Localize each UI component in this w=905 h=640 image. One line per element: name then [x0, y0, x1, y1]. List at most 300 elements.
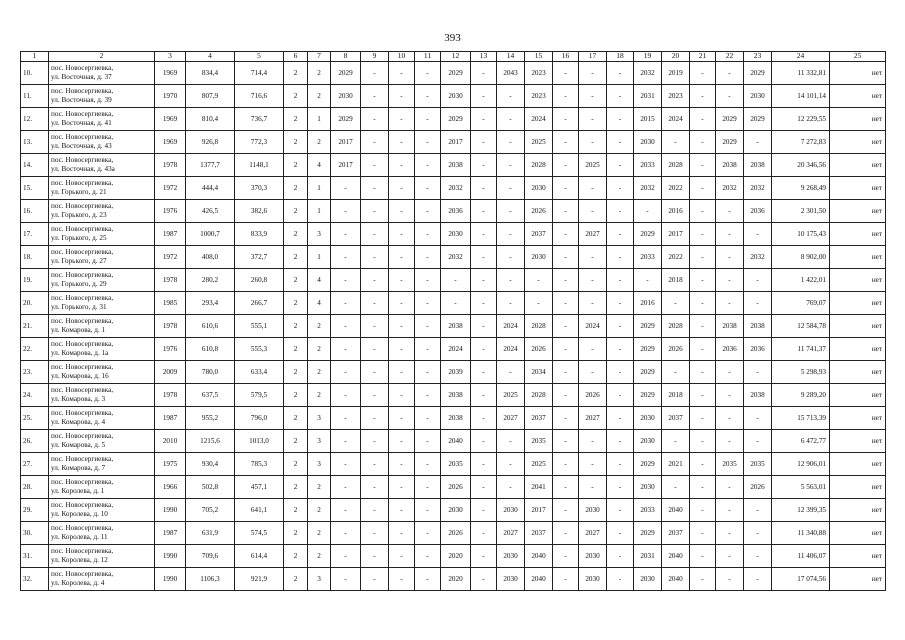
column-number-cell: 5	[235, 52, 284, 62]
data-cell: -	[415, 315, 441, 338]
table-header-row	[21, 52, 886, 62]
column-number-cell: 6	[284, 52, 308, 62]
row-number-cell: 26.	[21, 430, 49, 453]
data-cell: -	[690, 315, 716, 338]
column-number-cell: 23	[744, 52, 772, 62]
data-cell: -	[497, 453, 525, 476]
data-cell: -	[331, 338, 361, 361]
address-cell	[49, 407, 155, 430]
data-cell: -	[744, 131, 772, 154]
row-number-cell: 12.	[21, 108, 49, 131]
data-cell: -	[389, 545, 415, 568]
address-settlement: пос. Новосергиевка,	[51, 294, 114, 302]
row-number-cell: 29.	[21, 499, 49, 522]
data-cell: 2038	[441, 154, 471, 177]
address-cell	[49, 177, 155, 200]
data-cell: 280,2	[186, 269, 235, 292]
data-cell: 2	[284, 269, 308, 292]
data-cell: -	[331, 430, 361, 453]
address-settlement: пос. Новосергиевка,	[51, 110, 114, 118]
data-cell: 2038	[441, 407, 471, 430]
data-cell: 2	[308, 499, 331, 522]
data-cell: -	[497, 223, 525, 246]
data-cell: 633,4	[235, 361, 284, 384]
data-cell: 1985	[155, 292, 186, 315]
data-cell: 2024	[441, 338, 471, 361]
data-cell: -	[361, 223, 389, 246]
data-cell: -	[553, 177, 579, 200]
address-cell	[49, 384, 155, 407]
data-cell: 2029	[634, 223, 662, 246]
data-cell: -	[690, 453, 716, 476]
data-cell: 2040	[525, 568, 553, 591]
address-street: ул. Комарова, д. 4	[51, 418, 106, 426]
cost-cell: 12 906,01	[772, 453, 830, 476]
data-cell: 444,4	[186, 177, 235, 200]
data-cell: 1148,1	[235, 154, 284, 177]
data-cell: 2	[284, 131, 308, 154]
data-cell: 266,7	[235, 292, 284, 315]
address-street: ул. Комарова, д. 5	[51, 441, 106, 449]
data-cell: -	[716, 246, 744, 269]
data-cell: -	[716, 568, 744, 591]
data-cell: -	[607, 407, 634, 430]
data-cell: -	[607, 384, 634, 407]
data-cell: 2017	[331, 131, 361, 154]
address-cell	[49, 108, 155, 131]
data-cell: -	[415, 522, 441, 545]
data-cell: 2031	[634, 85, 662, 108]
data-cell: -	[607, 62, 634, 85]
data-cell: -	[690, 292, 716, 315]
data-cell: 1969	[155, 108, 186, 131]
data-cell: 2026	[579, 384, 607, 407]
data-cell: 2030	[497, 568, 525, 591]
data-cell: 2017	[441, 131, 471, 154]
data-cell: -	[579, 85, 607, 108]
data-cell: 2038	[744, 384, 772, 407]
data-cell: -	[716, 384, 744, 407]
data-cell: 2027	[497, 522, 525, 545]
data-cell: 2028	[662, 154, 690, 177]
data-cell: -	[744, 361, 772, 384]
data-cell: -	[471, 522, 497, 545]
data-cell: -	[553, 131, 579, 154]
data-cell: 2	[284, 407, 308, 430]
address-cell	[49, 223, 155, 246]
data-cell: -	[361, 85, 389, 108]
data-cell: 610,6	[186, 315, 235, 338]
data-cell: 4	[308, 269, 331, 292]
data-cell: -	[579, 338, 607, 361]
data-cell: -	[471, 499, 497, 522]
data-cell: 2030	[634, 476, 662, 499]
address-cell	[49, 269, 155, 292]
data-cell: -	[607, 246, 634, 269]
data-cell: 2025	[579, 154, 607, 177]
data-cell: 2	[284, 430, 308, 453]
data-cell: 2029	[744, 62, 772, 85]
address-street: ул. Королева, д. 11	[51, 533, 108, 541]
data-cell: -	[441, 292, 471, 315]
data-cell: -	[471, 108, 497, 131]
address-settlement: пос. Новосергиевка,	[51, 432, 114, 440]
data-cell: -	[553, 430, 579, 453]
data-cell: 2	[284, 453, 308, 476]
data-cell: 1978	[155, 315, 186, 338]
data-cell: -	[716, 430, 744, 453]
cost-cell: 11 741,37	[772, 338, 830, 361]
data-cell: -	[361, 246, 389, 269]
data-cell: 631,9	[186, 522, 235, 545]
data-cell: 834,4	[186, 62, 235, 85]
data-cell: 610,8	[186, 338, 235, 361]
data-cell: -	[579, 246, 607, 269]
data-cell: -	[607, 223, 634, 246]
data-cell: 2029	[634, 361, 662, 384]
data-cell: 2	[284, 223, 308, 246]
address-cell	[49, 522, 155, 545]
address-settlement: пос. Новосергиевка,	[51, 271, 114, 279]
data-cell: -	[497, 361, 525, 384]
data-cell: -	[361, 269, 389, 292]
address-street: ул. Восточная, д. 43	[51, 142, 112, 150]
data-cell: 709,6	[186, 545, 235, 568]
address-street: ул. Горького, д. 27	[51, 257, 107, 265]
data-cell: -	[389, 315, 415, 338]
address-street: ул. Восточная, д. 39	[51, 96, 112, 104]
data-cell: 2028	[525, 384, 553, 407]
row-number-cell: 10.	[21, 62, 49, 85]
data-cell: 2037	[662, 407, 690, 430]
data-cell: -	[553, 453, 579, 476]
cost-cell: 6 472,77	[772, 430, 830, 453]
data-cell: -	[331, 545, 361, 568]
data-cell: -	[389, 407, 415, 430]
data-cell: -	[331, 223, 361, 246]
column-number-cell: 4	[186, 52, 235, 62]
data-cell: 2033	[634, 246, 662, 269]
data-cell: 2018	[662, 384, 690, 407]
table-row	[21, 177, 886, 200]
data-cell: -	[471, 568, 497, 591]
data-cell: -	[690, 361, 716, 384]
data-cell: 2029	[441, 108, 471, 131]
address-cell	[49, 200, 155, 223]
flag-cell: нет	[830, 568, 886, 591]
data-cell: 2	[308, 315, 331, 338]
table-row	[21, 499, 886, 522]
row-number-cell: 19.	[21, 269, 49, 292]
flag-cell: нет	[830, 476, 886, 499]
address-street: ул. Королева, д. 4	[51, 579, 105, 587]
data-cell: 2029	[716, 131, 744, 154]
data-cell: -	[471, 430, 497, 453]
data-cell: -	[361, 545, 389, 568]
data-cell: 2031	[634, 545, 662, 568]
data-cell: 2	[308, 62, 331, 85]
data-cell: 2	[308, 85, 331, 108]
data-cell: 2027	[579, 407, 607, 430]
data-cell: -	[415, 62, 441, 85]
data-cell: -	[607, 522, 634, 545]
data-cell: 1990	[155, 545, 186, 568]
data-cell: 2024	[525, 108, 553, 131]
address-settlement: пос. Новосергиевка,	[51, 64, 114, 72]
address-settlement: пос. Новосергиевка,	[51, 202, 114, 210]
data-cell: 2041	[525, 476, 553, 499]
data-cell: -	[361, 200, 389, 223]
address-settlement: пос. Новосергиевка,	[51, 133, 114, 141]
data-cell: -	[553, 108, 579, 131]
data-cell: 2	[284, 568, 308, 591]
data-cell: 614,4	[235, 545, 284, 568]
address-settlement: пос. Новосергиевка,	[51, 87, 114, 95]
data-cell: 2040	[662, 545, 690, 568]
data-cell: -	[331, 476, 361, 499]
data-cell: 408,0	[186, 246, 235, 269]
row-number-cell: 27.	[21, 453, 49, 476]
data-cell: 3	[308, 407, 331, 430]
data-cell: -	[389, 361, 415, 384]
data-cell: -	[690, 338, 716, 361]
data-cell: 2026	[441, 476, 471, 499]
data-cell: -	[634, 200, 662, 223]
data-cell: -	[361, 108, 389, 131]
data-cell: 4	[308, 154, 331, 177]
data-cell: -	[471, 223, 497, 246]
data-cell: -	[415, 246, 441, 269]
data-cell: -	[716, 62, 744, 85]
data-cell: -	[690, 154, 716, 177]
data-cell: 457,1	[235, 476, 284, 499]
data-cell: 2040	[525, 545, 553, 568]
data-cell: -	[634, 269, 662, 292]
address-cell	[49, 85, 155, 108]
data-cell: -	[361, 407, 389, 430]
data-cell: -	[716, 499, 744, 522]
data-cell: 2010	[155, 430, 186, 453]
data-cell: -	[361, 131, 389, 154]
row-number-cell: 18.	[21, 246, 49, 269]
data-cell: 2032	[441, 246, 471, 269]
flag-cell: нет	[830, 177, 886, 200]
address-street: ул. Горького, д. 31	[51, 303, 107, 311]
data-cell: 579,5	[235, 384, 284, 407]
row-number-cell: 22.	[21, 338, 49, 361]
data-cell: -	[553, 476, 579, 499]
data-cell: 2035	[716, 453, 744, 476]
address-settlement: пос. Новосергиевка,	[51, 409, 114, 417]
data-cell: -	[331, 292, 361, 315]
row-number-cell: 24.	[21, 384, 49, 407]
data-cell: -	[471, 407, 497, 430]
data-cell: -	[415, 269, 441, 292]
data-cell: 2035	[744, 453, 772, 476]
data-cell: 2017	[662, 223, 690, 246]
data-cell: -	[497, 476, 525, 499]
data-cell: -	[415, 338, 441, 361]
data-cell: 2023	[662, 85, 690, 108]
data-cell: -	[553, 85, 579, 108]
data-cell: 2035	[441, 453, 471, 476]
data-cell: 370,3	[235, 177, 284, 200]
data-cell: -	[607, 361, 634, 384]
data-cell: -	[690, 384, 716, 407]
flag-cell: нет	[830, 62, 886, 85]
data-cell: -	[497, 200, 525, 223]
data-cell: 2	[308, 476, 331, 499]
data-cell: -	[744, 545, 772, 568]
data-cell: 2024	[497, 315, 525, 338]
data-cell: 2019	[662, 62, 690, 85]
cost-cell: 15 713,39	[772, 407, 830, 430]
data-cell: -	[690, 246, 716, 269]
data-cell: 785,3	[235, 453, 284, 476]
data-cell: -	[662, 131, 690, 154]
address-settlement: пос. Новосергиевка,	[51, 363, 114, 371]
data-cell: -	[716, 85, 744, 108]
data-cell: 2029	[441, 62, 471, 85]
data-cell: 2030	[441, 223, 471, 246]
data-cell: 2037	[525, 223, 553, 246]
data-cell: 2030	[441, 499, 471, 522]
data-cell: 3	[308, 223, 331, 246]
address-settlement: пос. Новосергиевка,	[51, 570, 114, 578]
data-cell: 1978	[155, 384, 186, 407]
data-cell: -	[690, 545, 716, 568]
address-cell	[49, 499, 155, 522]
data-cell: -	[471, 384, 497, 407]
cost-cell: 1 422,01	[772, 269, 830, 292]
data-cell: -	[690, 407, 716, 430]
data-cell: 2030	[525, 177, 553, 200]
data-cell: 807,9	[186, 85, 235, 108]
flag-cell: нет	[830, 315, 886, 338]
data-cell: 2017	[525, 499, 553, 522]
data-cell: 2036	[716, 338, 744, 361]
data-cell: -	[415, 361, 441, 384]
cost-cell: 11 332,81	[772, 62, 830, 85]
data-cell: -	[579, 108, 607, 131]
data-cell: 772,3	[235, 131, 284, 154]
data-cell: -	[744, 292, 772, 315]
data-cell: -	[525, 292, 553, 315]
data-cell: -	[662, 430, 690, 453]
table-row	[21, 361, 886, 384]
data-cell: 2029	[634, 315, 662, 338]
data-cell: -	[744, 522, 772, 545]
data-cell: -	[744, 430, 772, 453]
table-row	[21, 85, 886, 108]
data-cell: -	[389, 453, 415, 476]
cost-cell: 12 584,78	[772, 315, 830, 338]
data-cell: -	[415, 223, 441, 246]
data-cell: 1966	[155, 476, 186, 499]
data-cell: -	[415, 499, 441, 522]
address-cell	[49, 476, 155, 499]
cost-cell: 5 563,01	[772, 476, 830, 499]
data-cell: -	[497, 269, 525, 292]
data-cell: 955,2	[186, 407, 235, 430]
data-cell: -	[690, 131, 716, 154]
address-cell	[49, 545, 155, 568]
data-cell: 2026	[744, 476, 772, 499]
data-cell: -	[361, 177, 389, 200]
table-row	[21, 200, 886, 223]
data-cell: -	[607, 499, 634, 522]
column-number-cell: 12	[441, 52, 471, 62]
data-cell: 2025	[525, 453, 553, 476]
data-cell: 2029	[716, 108, 744, 131]
flag-cell: нет	[830, 384, 886, 407]
data-cell: -	[471, 269, 497, 292]
cost-cell: 5 298,93	[772, 361, 830, 384]
data-cell: -	[361, 476, 389, 499]
data-cell: 1972	[155, 246, 186, 269]
flag-cell: нет	[830, 361, 886, 384]
data-cell: -	[497, 154, 525, 177]
data-cell: 2	[284, 292, 308, 315]
data-cell: -	[471, 315, 497, 338]
data-cell: 930,4	[186, 453, 235, 476]
data-cell: 637,5	[186, 384, 235, 407]
data-cell: -	[744, 499, 772, 522]
data-cell: 2	[308, 338, 331, 361]
data-cell: -	[607, 315, 634, 338]
cost-cell: 12 229,55	[772, 108, 830, 131]
address-street: ул. Горького, д. 21	[51, 188, 107, 196]
data-cell: 372,7	[235, 246, 284, 269]
data-cell: -	[361, 338, 389, 361]
cost-cell: 12 399,35	[772, 499, 830, 522]
data-cell: -	[497, 108, 525, 131]
data-cell: 2	[284, 200, 308, 223]
data-cell: -	[553, 269, 579, 292]
data-cell: 555,3	[235, 338, 284, 361]
row-number-cell: 25.	[21, 407, 49, 430]
column-number-cell: 16	[553, 52, 579, 62]
data-cell: 2	[284, 85, 308, 108]
row-number-cell: 16.	[21, 200, 49, 223]
data-cell: 2027	[497, 407, 525, 430]
data-cell: 2030	[579, 568, 607, 591]
data-cell: -	[471, 154, 497, 177]
data-cell: -	[716, 223, 744, 246]
address-settlement: пос. Новосергиевка,	[51, 386, 114, 394]
table-row	[21, 453, 886, 476]
data-cell: -	[415, 177, 441, 200]
table-row	[21, 131, 886, 154]
data-cell: -	[579, 131, 607, 154]
row-number-cell: 31.	[21, 545, 49, 568]
column-number-cell: 18	[607, 52, 634, 62]
data-cell: 574,5	[235, 522, 284, 545]
data-cell: -	[553, 568, 579, 591]
data-cell: 2022	[662, 246, 690, 269]
data-cell: -	[690, 108, 716, 131]
row-number-cell: 11.	[21, 85, 49, 108]
data-cell: -	[331, 384, 361, 407]
data-cell: 2	[308, 131, 331, 154]
address-street: ул. Королева, д. 12	[51, 556, 108, 564]
data-cell: 2	[308, 361, 331, 384]
data-cell: -	[662, 292, 690, 315]
data-cell: -	[553, 315, 579, 338]
data-cell: -	[497, 177, 525, 200]
data-cell: 2027	[579, 522, 607, 545]
column-number-cell: 15	[525, 52, 553, 62]
